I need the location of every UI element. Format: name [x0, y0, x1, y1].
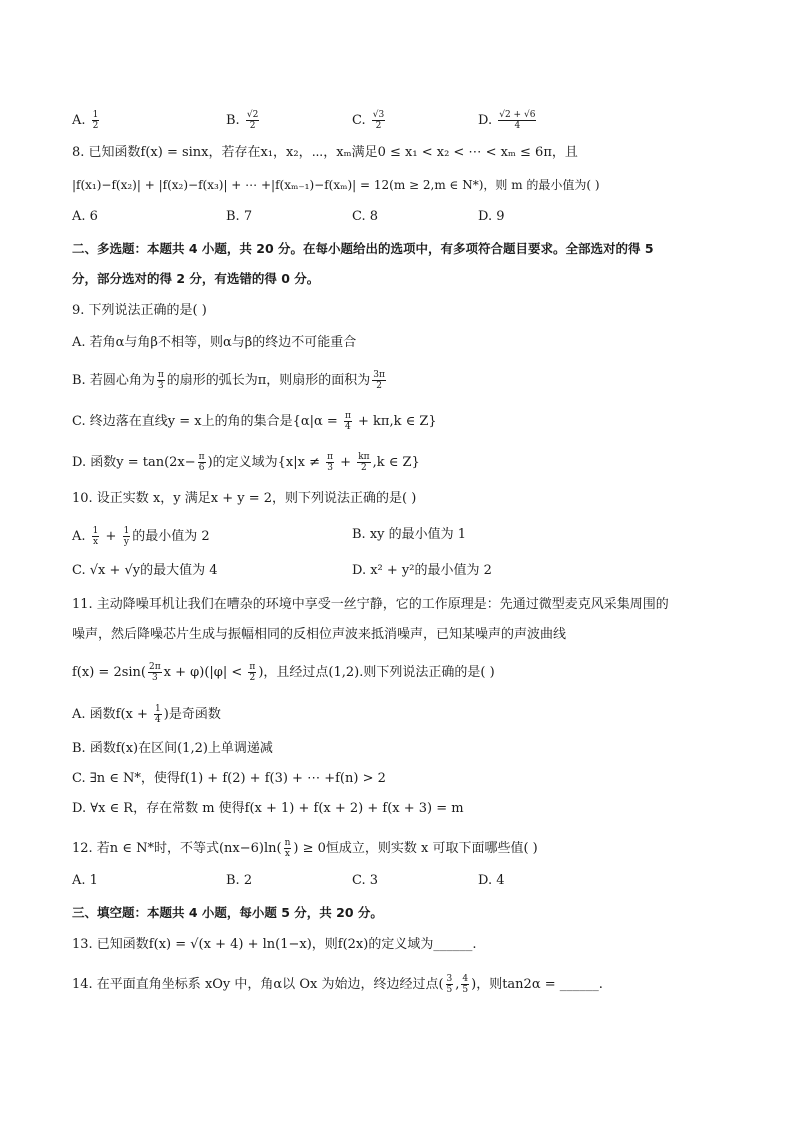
fraction: $\frac{1}{4}$	[155, 704, 161, 725]
q11-line2: 噪声，然后降噪芯片生成与振幅相同的反相位声波来抵消噪声，已知某噪声的声波曲线	[72, 627, 567, 642]
q10-option-d: D. x² + y²的最小值为 2	[352, 563, 492, 578]
q12-stem: 12. 若n ∈ N*时，不等式(nx−6)ln( $\frac{n}{x}$ ) ≥ 0恒成立，则实数 x 可取下面哪些值( )	[72, 838, 538, 859]
q10-option-c: C. √x + √y的最大值为 4	[72, 563, 218, 578]
q9-option-b: B. 若圆心角为 $\frac{\pi}{3}$ 的扇形的弧长为π，则扇形的面积为 $\frac{3\pi}{2}$	[72, 370, 385, 391]
q8-option-b: B. 7	[226, 209, 253, 224]
q8-line2: |f(x₁)−f(x₂)| + |f(x₂)−f(x₃)| + ⋯ +|f(xₘ₋₁)−f(xₘ)| = 12(m ≥ 2,m ∈ N*)，则 m 的最小值为( )	[72, 178, 600, 192]
q7-option-d: D. $\frac{√2 + √6}{4}$	[478, 110, 536, 131]
q12-option-c: C. 3	[352, 873, 379, 888]
q9-option-d: D. 函数y = tan(2x− $\frac{\pi}{6}$ )的定义域为{x|x ≠ $\frac{\pi}{3}$ + $\frac{k\pi}{2}$ ,k ∈ Z}	[72, 452, 420, 473]
fraction: $\frac{\pi}{3}$	[157, 370, 164, 391]
q12-option-b: B. 2	[226, 873, 253, 888]
section2-heading-line1: 二、多选题：本题共 4 小题，共 20 分。在每小题给出的选项中，有多项符合题目要求。全部选对的得 5	[72, 241, 654, 256]
q11-option-a: A. 函数f(x + $\frac{1}{4}$ )是奇函数	[72, 704, 221, 725]
q11-option-d: D. ∀x ∈ R，存在常数 m 使得f(x + 1) + f(x + 2) + f(x + 3) = m	[72, 801, 464, 816]
q11-line3: f(x) = 2sin( $\frac{2\pi}{3}$ x + φ)(|φ| < $\frac{\pi}{2}$ )，且经过点(1,2).则下列说法正确的是( )	[72, 662, 495, 683]
fraction: $\frac{1}{x}$	[92, 526, 99, 547]
section3-heading: 三、填空题：本题共 4 小题，每小题 5 分，共 20 分。	[72, 905, 383, 920]
fraction: $\frac{n}{x}$	[284, 838, 291, 859]
fraction: $\frac{k\pi}{2}$	[358, 452, 370, 473]
fraction: $\frac{√3}{2}$	[372, 110, 385, 131]
fraction: $\frac{\pi}{4}$	[344, 411, 351, 432]
q8-option-a: A. 6	[72, 209, 98, 224]
fraction: $\frac{√2}{2}$	[246, 110, 259, 131]
q8-line1: 8. 已知函数f(x) = sinx，若存在x₁，x₂，⋯，xₘ满足0 ≤ x₁ < x₂ < ⋯ < xₘ ≤ 6π，且	[72, 145, 578, 160]
q7-option-a: A. $\frac{1}{2}$	[72, 110, 99, 131]
q7-option-b: B. $\frac{√2}{2}$	[226, 110, 259, 131]
q14: 14. 在平面直角坐标系 xOy 中，角α以 Ox 为始边，终边经过点( $\frac{3}{5}$ , $\frac{4}{5}$ )，则tan2α = ______.	[72, 974, 603, 995]
q10-option-b: B. xy 的最小值为 1	[352, 527, 467, 542]
section2-heading-line2: 分，部分选对的得 2 分，有选错的得 0 分。	[72, 271, 320, 286]
fraction: $\frac{\pi}{2}$	[249, 662, 256, 683]
fraction: $\frac{1}{y}$	[123, 526, 130, 547]
q9-stem: 9. 下列说法正确的是( )	[72, 303, 207, 318]
q9-option-c: C. 终边落在直线y = x上的角的集合是{α|α = $\frac{\pi}{4}$ + kπ,k ∈ Z}	[72, 411, 437, 432]
q9-option-a: A. 若角α与角β不相等，则α与β的终边不可能重合	[72, 335, 357, 350]
fraction: $\frac{√2 + √6}{4}$	[499, 110, 536, 131]
q10-stem: 10. 设正实数 x，y 满足x + y = 2，则下列说法正确的是( )	[72, 491, 417, 506]
fraction: $\frac{1}{2}$	[92, 110, 99, 131]
fraction: $\frac{3\pi}{2}$	[373, 370, 385, 391]
q12-option-d: D. 4	[478, 873, 505, 888]
fraction: $\frac{2\pi}{3}$	[149, 662, 161, 683]
fraction: $\frac{\pi}{3}$	[327, 452, 334, 473]
q10-option-a: A. $\frac{1}{x}$ + $\frac{1}{y}$ 的最小值为 2	[72, 526, 210, 547]
q8-option-c: C. 8	[352, 209, 379, 224]
q11-line1: 11. 主动降噪耳机让我们在嘈杂的环境中享受一丝宁静，它的工作原理是：先通过微型麦克风采集周围的	[72, 597, 669, 612]
q13: 13. 已知函数f(x) = √(x + 4) + ln(1−x)，则f(2x)的定义域为______.	[72, 937, 477, 952]
q11-option-b: B. 函数f(x)在区间(1,2)上单调递减	[72, 741, 273, 756]
q7-option-c: C. $\frac{√3}{2}$	[352, 110, 385, 131]
fraction: $\frac{4}{5}$	[462, 974, 469, 995]
fraction: $\frac{3}{5}$	[446, 974, 453, 995]
q11-option-c: C. ∃n ∈ N*，使得f(1) + f(2) + f(3) + ⋯ +f(n) > 2	[72, 771, 386, 786]
q12-option-a: A. 1	[72, 873, 98, 888]
q8-option-d: D. 9	[478, 209, 505, 224]
fraction: $\frac{\pi}{6}$	[198, 452, 205, 473]
